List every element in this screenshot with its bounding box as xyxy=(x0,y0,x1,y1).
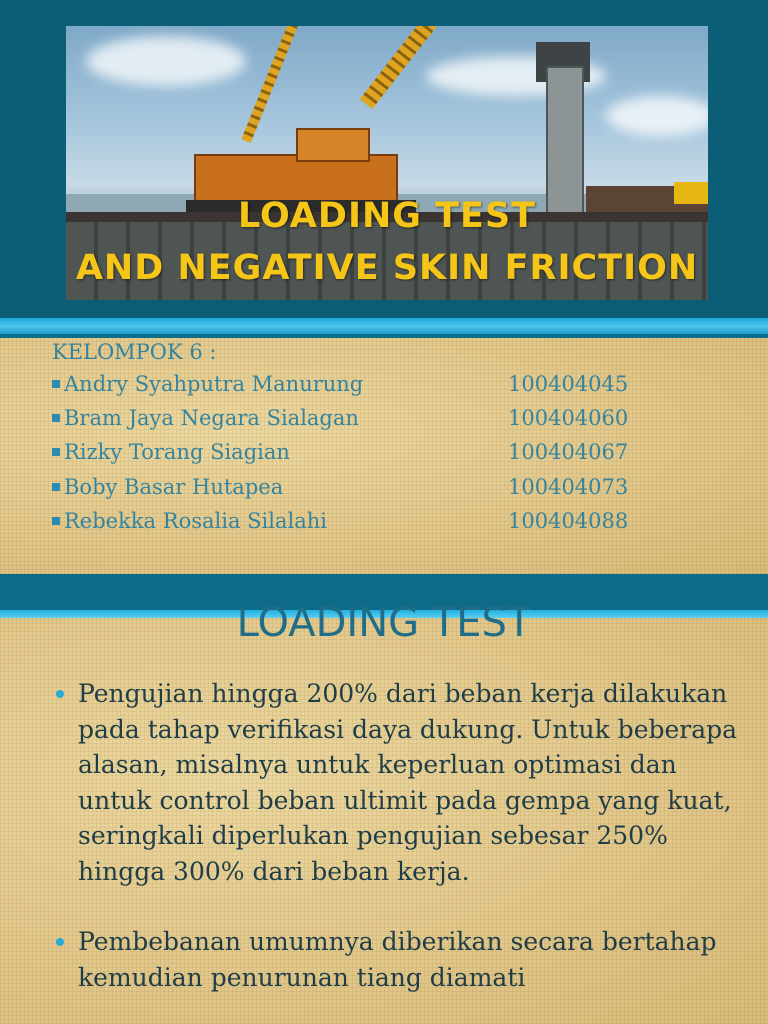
square-bullet-icon xyxy=(52,448,60,456)
slide-title-line-2: AND NEGATIVE SKIN FRICTION xyxy=(75,248,699,288)
slide-heading: LOADING TEST xyxy=(236,600,532,646)
square-bullet-icon xyxy=(52,414,60,422)
group-label: KELOMPOK 6 : xyxy=(52,340,217,364)
member-item xyxy=(52,406,692,440)
bullet-text: Pengujian hingga 200% dari beban kerja dilakukan pada tahap verifikasi daya dukung. Untuk beberapa alasan, misalnya untuk keperluan optimasi dan untuk control beban ultimit pada gempa yang kuat, seringkali diperlukan pengujian sebesar 250% hingga 300% dari beban kerja. xyxy=(78,679,738,886)
member-nim: 100404045 xyxy=(508,372,629,396)
divider-band xyxy=(0,318,768,334)
member-nim: 100404073 xyxy=(508,474,629,499)
round-bullet-icon xyxy=(56,690,64,698)
member-name: Rebekka Rosalia Silalahi xyxy=(64,508,327,533)
member-nim: 100404067 xyxy=(508,440,629,465)
bullet-item xyxy=(52,924,742,995)
member-nim: 100404088 xyxy=(508,508,629,533)
member-name: Bram Jaya Negara Sialagan xyxy=(64,406,359,431)
member-name: Andry Syahputra Manurung xyxy=(64,372,364,396)
member-nim: 100404060 xyxy=(508,406,629,431)
square-bullet-icon xyxy=(52,483,60,491)
member-list xyxy=(52,372,692,543)
member-name: Boby Basar Hutapea xyxy=(64,474,284,499)
member-item xyxy=(52,440,692,474)
bullet-list xyxy=(52,676,742,1024)
square-bullet-icon xyxy=(52,380,60,388)
member-item xyxy=(52,509,692,543)
member-item xyxy=(52,372,692,406)
square-bullet-icon xyxy=(52,517,60,525)
member-name: Rizky Torang Siagian xyxy=(64,440,290,465)
bullet-text: Pembebanan umumnya diberikan secara bertahap kemudian penurunan tiang diamati xyxy=(78,927,717,992)
round-bullet-icon xyxy=(56,938,64,946)
slide-loading-test xyxy=(0,574,768,1024)
bullet-item xyxy=(52,676,742,889)
slide-title-line-1: LOADING TEST xyxy=(237,196,537,236)
member-item xyxy=(52,475,692,509)
